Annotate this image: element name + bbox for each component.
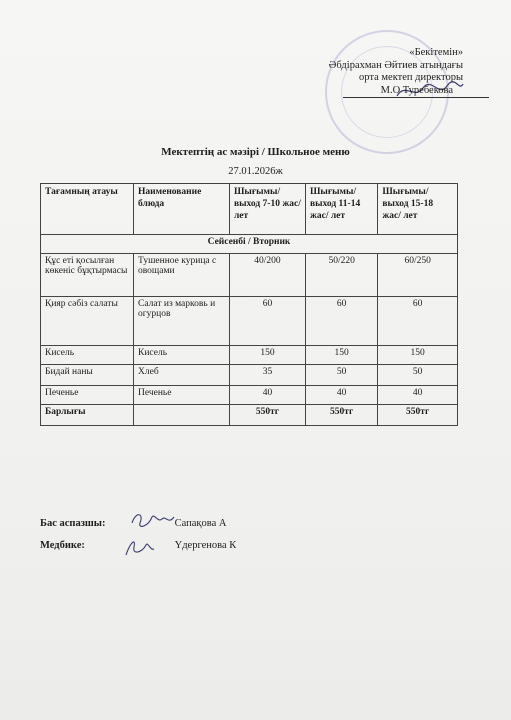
table-row (41, 386, 458, 405)
table-row (41, 365, 458, 386)
dish-ru: Салат из марковь и огурцов (134, 297, 230, 346)
dish-kz: Қияр сәбіз салаты (41, 297, 134, 346)
total-7-10: 550тг (229, 405, 305, 426)
dish-ru: Печенье (134, 386, 230, 405)
portion-11-14: 150 (305, 346, 377, 365)
header-portion-15-18: Шығымы/ выход 15-18 жас/ лет (378, 184, 458, 235)
day-row (41, 235, 458, 254)
header-portion-11-14: Шығымы/ выход 11-14 жас/ лет (305, 184, 377, 235)
dish-ru: Хлеб (134, 365, 230, 386)
portion-15-18: 60 (378, 297, 458, 346)
cook-name: Сапақова А (174, 518, 227, 529)
portion-15-18: 60/250 (378, 254, 458, 297)
cook-signature-line (40, 518, 226, 529)
approval-block (263, 47, 463, 98)
nurse-label: Медбике: (40, 540, 85, 551)
dish-kz: Кисель (41, 346, 134, 365)
total-label: Барлығы (41, 405, 134, 426)
total-row (41, 405, 458, 426)
dish-kz: Бидай наны (41, 365, 134, 386)
header-dish-ru: Наименование блюда (134, 184, 230, 235)
portion-7-10: 40 (229, 386, 305, 405)
director-name: М.О Туребекова (343, 85, 489, 99)
portion-7-10: 150 (229, 346, 305, 365)
portion-15-18: 50 (378, 365, 458, 386)
total-15-18: 550тг (378, 405, 458, 426)
approval-line-school: Әбдірахман Әйтиев атындағы (328, 59, 463, 71)
table-row (41, 346, 458, 365)
dish-ru: Тушенное курица с овощами (134, 254, 230, 297)
portion-11-14: 40 (305, 386, 377, 405)
approval-line-position: орта мектеп директоры (359, 72, 463, 83)
portion-15-18: 150 (378, 346, 458, 365)
dish-kz: Құс еті қосылған көкеніс бұқтырмасы (41, 254, 134, 297)
table-row (41, 297, 458, 346)
nurse-signature-line (40, 540, 236, 551)
table-row (41, 254, 458, 297)
portion-7-10: 35 (229, 365, 305, 386)
total-11-14: 550тг (305, 405, 377, 426)
portion-11-14: 50/220 (305, 254, 377, 297)
approval-heading: «Бекітемін» (409, 47, 463, 58)
portion-7-10: 40/200 (229, 254, 305, 297)
nurse-name: Үдергенова К (174, 540, 237, 551)
portion-11-14: 60 (305, 297, 377, 346)
dish-ru: Кисель (134, 346, 230, 365)
total-empty (134, 405, 230, 426)
portion-11-14: 50 (305, 365, 377, 386)
menu-table (40, 183, 458, 426)
header-dish-kz: Тағамның атауы (41, 184, 134, 235)
dish-kz: Печенье (41, 386, 134, 405)
day-label: Сейсенбі / Вторник (41, 235, 458, 254)
portion-7-10: 60 (229, 297, 305, 346)
header-portion-7-10: Шығымы/ выход 7-10 жас/ лет (229, 184, 305, 235)
table-header-row (41, 184, 458, 235)
portion-15-18: 40 (378, 386, 458, 405)
cook-label: Бас аспазшы: (40, 518, 106, 529)
page-title: Мектептің ас мәзірі / Школьное меню (161, 146, 350, 158)
menu-date: 27.01.2026ж (228, 166, 283, 177)
